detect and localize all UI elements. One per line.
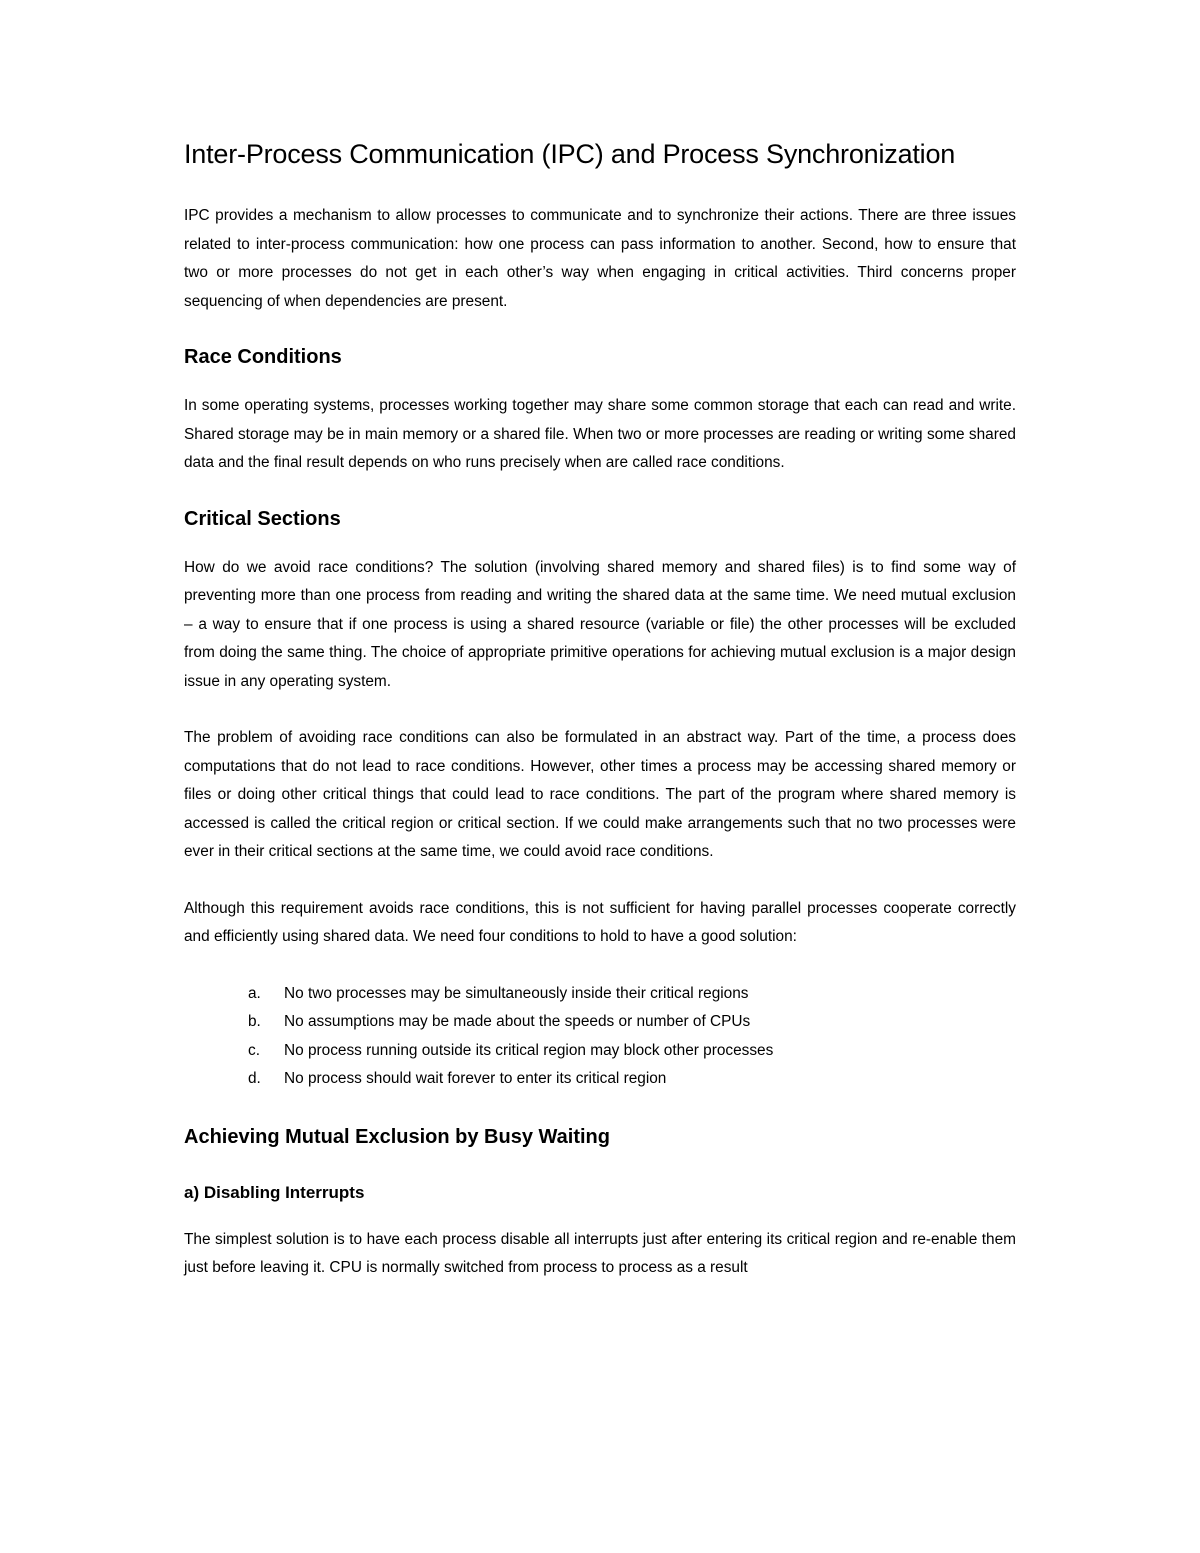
critical-sections-heading: Critical Sections: [184, 507, 341, 530]
list-item-text: No process should wait forever to enter its critical region: [284, 1070, 667, 1087]
list-item: [184, 1008, 1016, 1037]
race-conditions-paragraph: In some operating systems, processes working together may share some common storage that each can read and write. Shared storage may be in main memory or a shared file. When two or more processes are reading or writing some shared data and the final result depends on who runs precisely when are called race conditions.: [184, 397, 1016, 471]
list-item: [184, 980, 1016, 1009]
document-content: [184, 136, 1016, 1283]
document-title: Inter-Process Communication (IPC) and Process Synchronization: [184, 139, 956, 169]
list-marker: b.: [248, 1013, 261, 1030]
list-marker: a.: [248, 984, 261, 1002]
disabling-interrupts-subheading: a) Disabling Interrupts: [184, 1182, 365, 1202]
busy-waiting-heading: Achieving Mutual Exclusion by Busy Waiting: [184, 1125, 610, 1148]
critical-sections-paragraph-3: Although this requirement avoids race conditions, this is not sufficient for having parallel processes cooperate correctly and efficiently using shared data. We need four conditions to hold to have a good solution:: [184, 899, 1016, 945]
race-conditions-heading: Race Conditions: [184, 346, 342, 368]
critical-sections-paragraph-1: How do we avoid race conditions? The solution (involving shared memory and shared files) is to find some way of preventing more than one process from reading and writing the shared data at the same time. We need mutual exclusion – a way to ensure that if one process is using a shared resource (variable or file) the other processes will be excluded from doing the same thing. The choice of appropriate primitive operations for achieving mutual exclusion is a major design issue in any operating system.: [184, 558, 1016, 690]
critical-sections-paragraph-2: The problem of avoiding race conditions can also be formulated in an abstract way. Part of the time, a process does computations that do not lead to race conditions. However, other times a process may be accessing shared memory or files or doing other critical things that could lead to race conditions. The part of the program where shared memory is accessed is called the critical region or critical section. If we could make arrangements such that no two processes were ever in their critical sections at the same time, we could avoid race conditions.: [184, 729, 1016, 860]
list-item: [184, 1065, 1016, 1094]
list-marker: c.: [248, 1041, 260, 1059]
disabling-interrupts-paragraph: The simplest solution is to have each process disable all interrupts just after entering its critical region and re-enable them just before leaving it. CPU is normally switched from process to process as a result: [184, 1230, 1016, 1276]
list-item: [184, 1037, 1016, 1066]
list-item-text: No process running outside its critical region may block other processes: [284, 1041, 774, 1059]
intro-paragraph: IPC provides a mechanism to allow processes to communicate and to synchronize their actions. There are three issues related to inter-process communication: how one process can pass information to another. Second, how to ensure that two or more processes do not get in each other’s way when engaging in critical activities. Third concerns proper sequencing of when dependencies are present.: [184, 207, 1016, 310]
list-item-text: No assumptions may be made about the speeds or number of CPUs: [284, 1013, 751, 1030]
list-marker: d.: [248, 1070, 261, 1087]
conditions-list: [184, 980, 1016, 1094]
list-item-text: No two processes may be simultaneously inside their critical regions: [284, 984, 749, 1002]
